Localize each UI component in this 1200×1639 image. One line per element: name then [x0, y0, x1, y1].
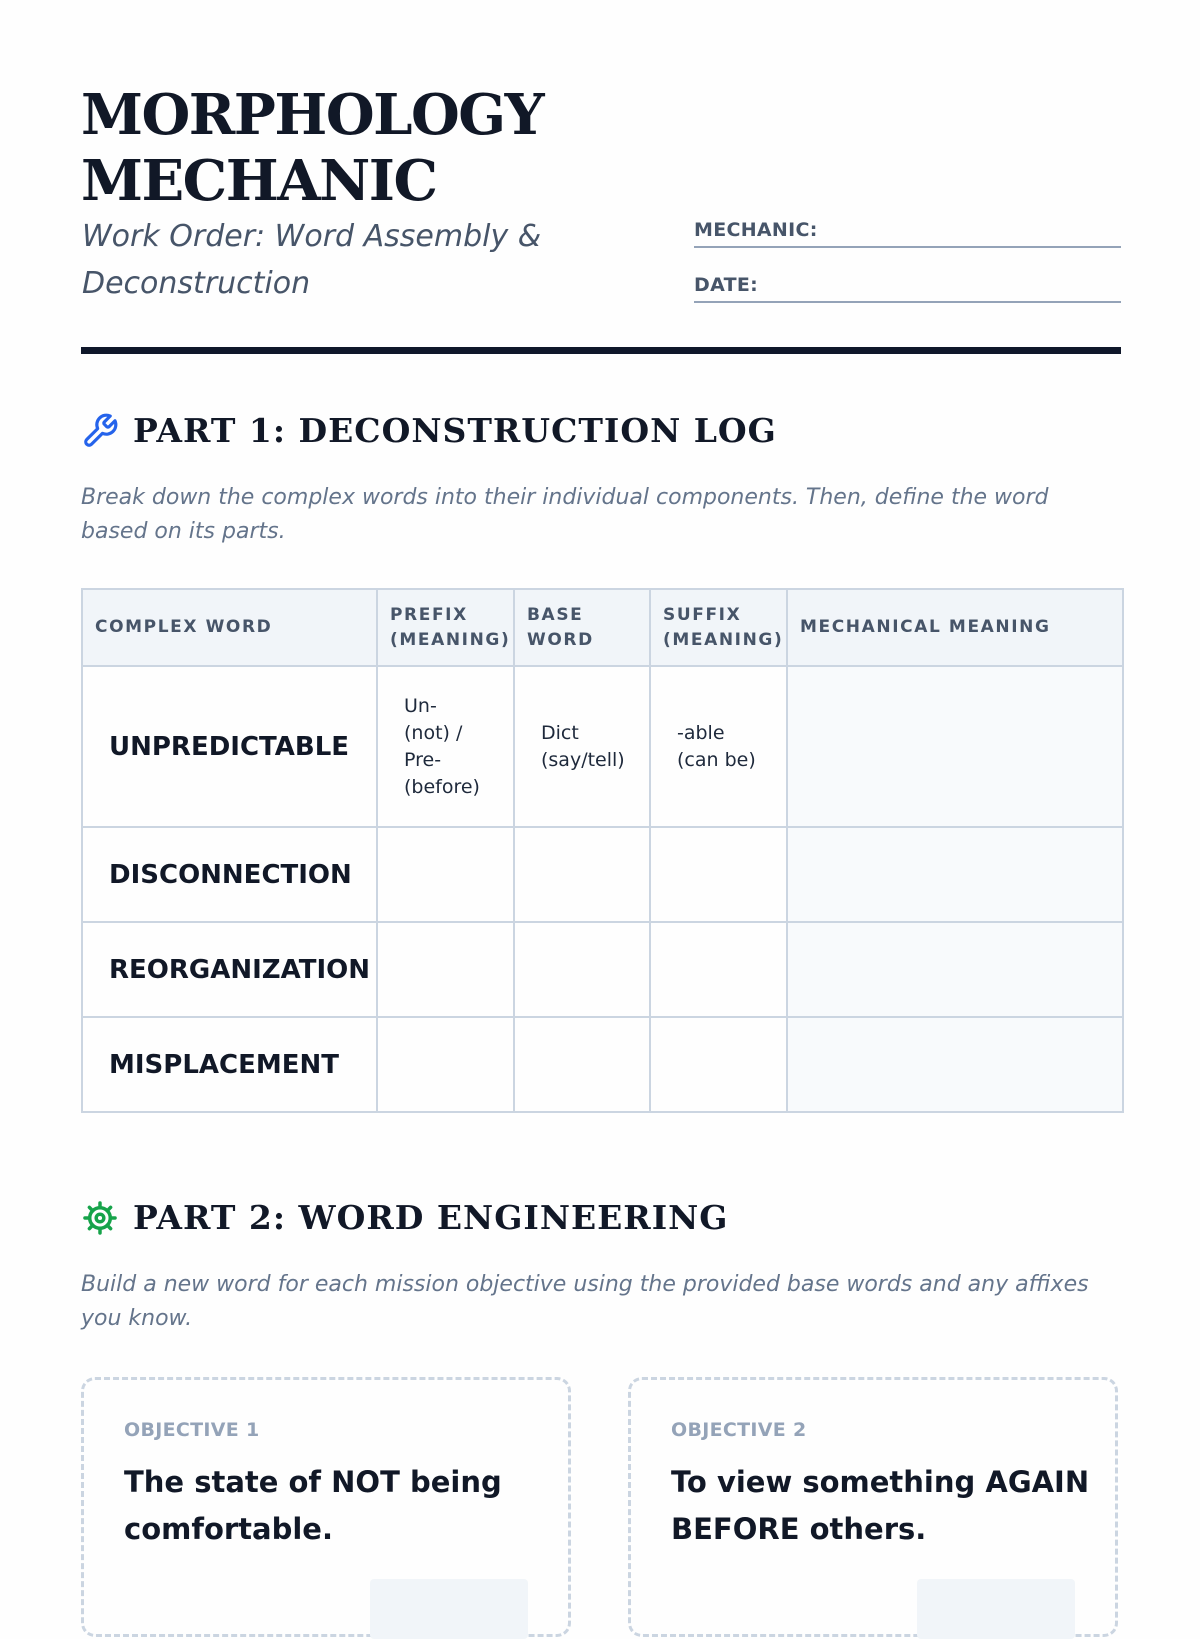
complex-word: DISCONNECTION	[82, 827, 377, 922]
meaning-cell[interactable]	[787, 1017, 1123, 1112]
page-title	[81, 82, 543, 214]
title-line-1: MORPHOLOGY	[81, 82, 544, 148]
date-label: DATE:	[694, 274, 759, 296]
page-subtitle: Work Order: Word Assembly & Deconstruction	[82, 219, 542, 301]
part2-instructions: Build a new word for each mission objective using the provided base words and any affixes you know.	[81, 1272, 1089, 1331]
part1-header	[81, 411, 777, 450]
objective-text: To view something AGAIN BEFORE others.	[671, 1465, 1090, 1546]
answer-box[interactable]	[917, 1579, 1075, 1639]
objective-card-1	[81, 1377, 571, 1637]
table-row	[82, 666, 1123, 827]
wrench-icon	[81, 412, 119, 450]
base-cell[interactable]	[514, 1017, 650, 1112]
table-row	[82, 922, 1123, 1017]
date-field[interactable]	[694, 268, 1121, 303]
suffix-cell[interactable]	[650, 827, 787, 922]
part1-instructions: Break down the complex words into their individual components. Then, define the word based on its parts.	[81, 485, 1049, 544]
deconstruction-table	[81, 588, 1124, 1113]
complex-word: MISPLACEMENT	[82, 1017, 377, 1112]
column-header: BASE WORD	[514, 589, 650, 666]
objective-text: The state of NOT being comfortable.	[124, 1465, 502, 1546]
part1-heading: PART 1: DECONSTRUCTION LOG	[133, 411, 777, 450]
column-header: PREFIX (MEANING)	[377, 589, 514, 666]
part2-heading: PART 2: WORD ENGINEERING	[133, 1198, 729, 1237]
suffix-cell[interactable]	[650, 922, 787, 1017]
table-row	[82, 827, 1123, 922]
mechanic-field[interactable]	[694, 213, 1121, 248]
column-header: COMPLEX WORD	[82, 589, 377, 666]
gear-icon	[81, 1199, 119, 1237]
prefix-cell[interactable]: Un- (not) / Pre- (before)	[377, 666, 514, 827]
answer-box[interactable]	[370, 1579, 528, 1639]
prefix-cell[interactable]	[377, 827, 514, 922]
meaning-cell[interactable]	[787, 922, 1123, 1017]
part2-header	[81, 1198, 729, 1237]
objective-card-2	[628, 1377, 1118, 1637]
meaning-cell[interactable]	[787, 827, 1123, 922]
objective-label: OBJECTIVE 2	[671, 1419, 807, 1441]
suffix-cell[interactable]: -able (can be)	[650, 666, 787, 827]
column-header: MECHANICAL MEANING	[787, 589, 1123, 666]
objective-label: OBJECTIVE 1	[124, 1419, 260, 1441]
header-divider	[81, 347, 1121, 354]
title-line-2: MECHANIC	[81, 148, 437, 214]
prefix-cell[interactable]	[377, 922, 514, 1017]
prefix-cell[interactable]	[377, 1017, 514, 1112]
complex-word: UNPREDICTABLE	[82, 666, 377, 827]
mechanic-label: MECHANIC:	[694, 219, 818, 241]
meaning-cell[interactable]	[787, 666, 1123, 827]
base-cell[interactable]	[514, 827, 650, 922]
complex-word: REORGANIZATION	[82, 922, 377, 1017]
table-row	[82, 1017, 1123, 1112]
column-header: SUFFIX (MEANING)	[650, 589, 787, 666]
base-cell[interactable]	[514, 922, 650, 1017]
suffix-cell[interactable]	[650, 1017, 787, 1112]
table-header-row	[82, 589, 1123, 666]
base-cell[interactable]: Dict (say/tell)	[514, 666, 650, 827]
